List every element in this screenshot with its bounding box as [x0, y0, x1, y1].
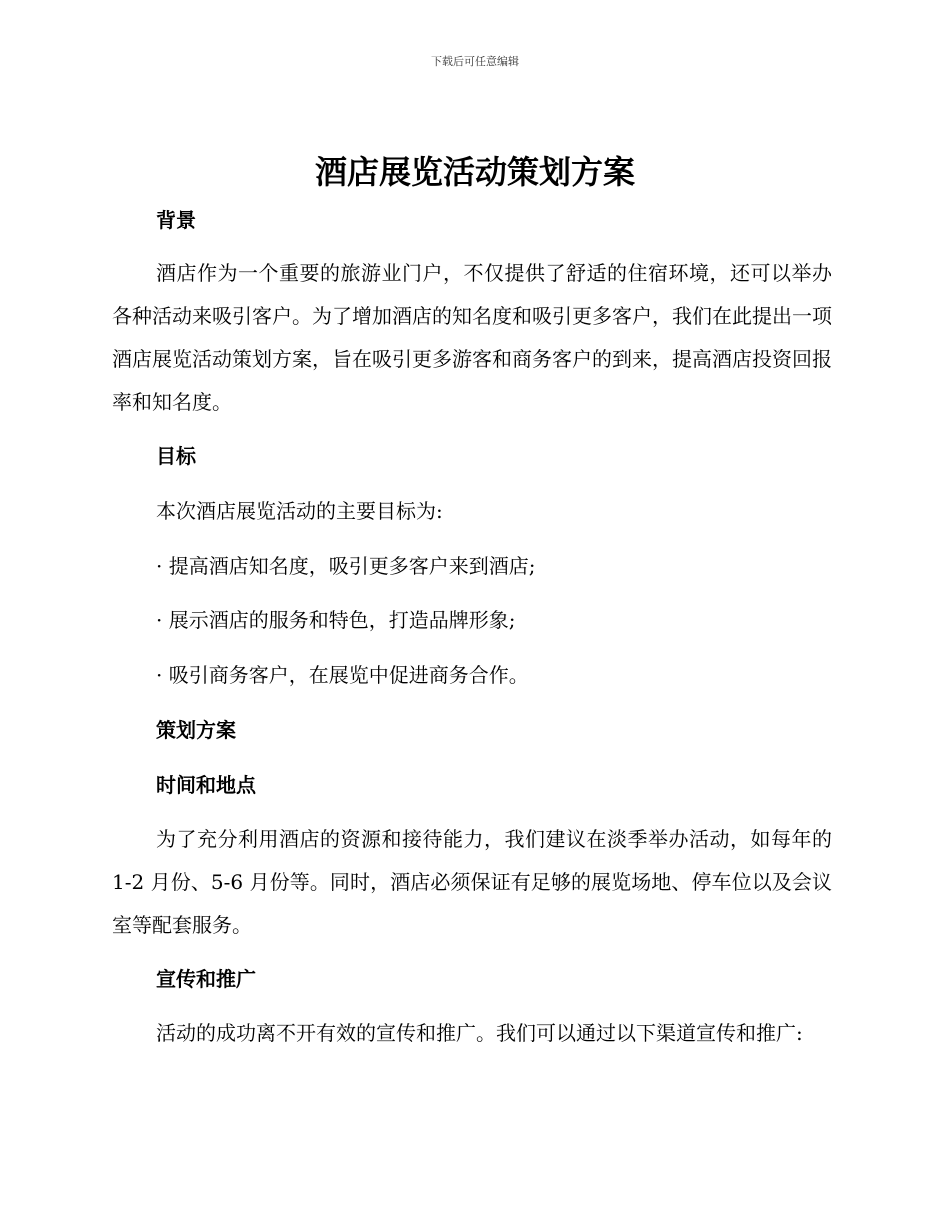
goals-item: · 提高酒店知名度，吸引更多客户来到酒店;	[156, 554, 536, 578]
goals-item: · 展示酒店的服务和特色，打造品牌形象;	[156, 608, 516, 632]
document-title: 酒店展览活动策划方案	[314, 153, 635, 191]
promotion-paragraph: 活动的成功离不开有效的宣传和推广。我们可以通过以下渠道宣传和推广:	[156, 1021, 803, 1045]
time-place-paragraph: 为了充分利用酒店的资源和接待能力，我们建议在淡季举办活动，如每年的 1-2 月份、5-6 月份等。同时，酒店必须保证有足够的展览场地、停车位以及会议室等配套服务。	[112, 827, 832, 937]
goals-intro: 本次酒店展览活动的主要目标为:	[156, 499, 443, 523]
section-heading-promotion: 宣传和推广	[156, 967, 256, 991]
goals-item: · 吸引商务客户，在展览中促进商务合作。	[156, 663, 529, 687]
section-heading-plan: 策划方案	[156, 718, 236, 742]
section-heading-goals: 目标	[156, 444, 196, 468]
section-heading-background: 背景	[156, 208, 196, 232]
background-paragraph: 酒店作为一个重要的旅游业门户，不仅提供了舒适的住宿环境，还可以举办各种活动来吸引客户。为了增加酒店的知名度和吸引更多客户，我们在此提出一项酒店展览活动策划方案，旨在吸引更多游客和商务客户的到来，提高酒店投资回报率和知名度。	[112, 261, 832, 414]
header-note: 下载后可任意编辑	[431, 55, 519, 68]
section-heading-time-place: 时间和地点	[156, 773, 256, 797]
